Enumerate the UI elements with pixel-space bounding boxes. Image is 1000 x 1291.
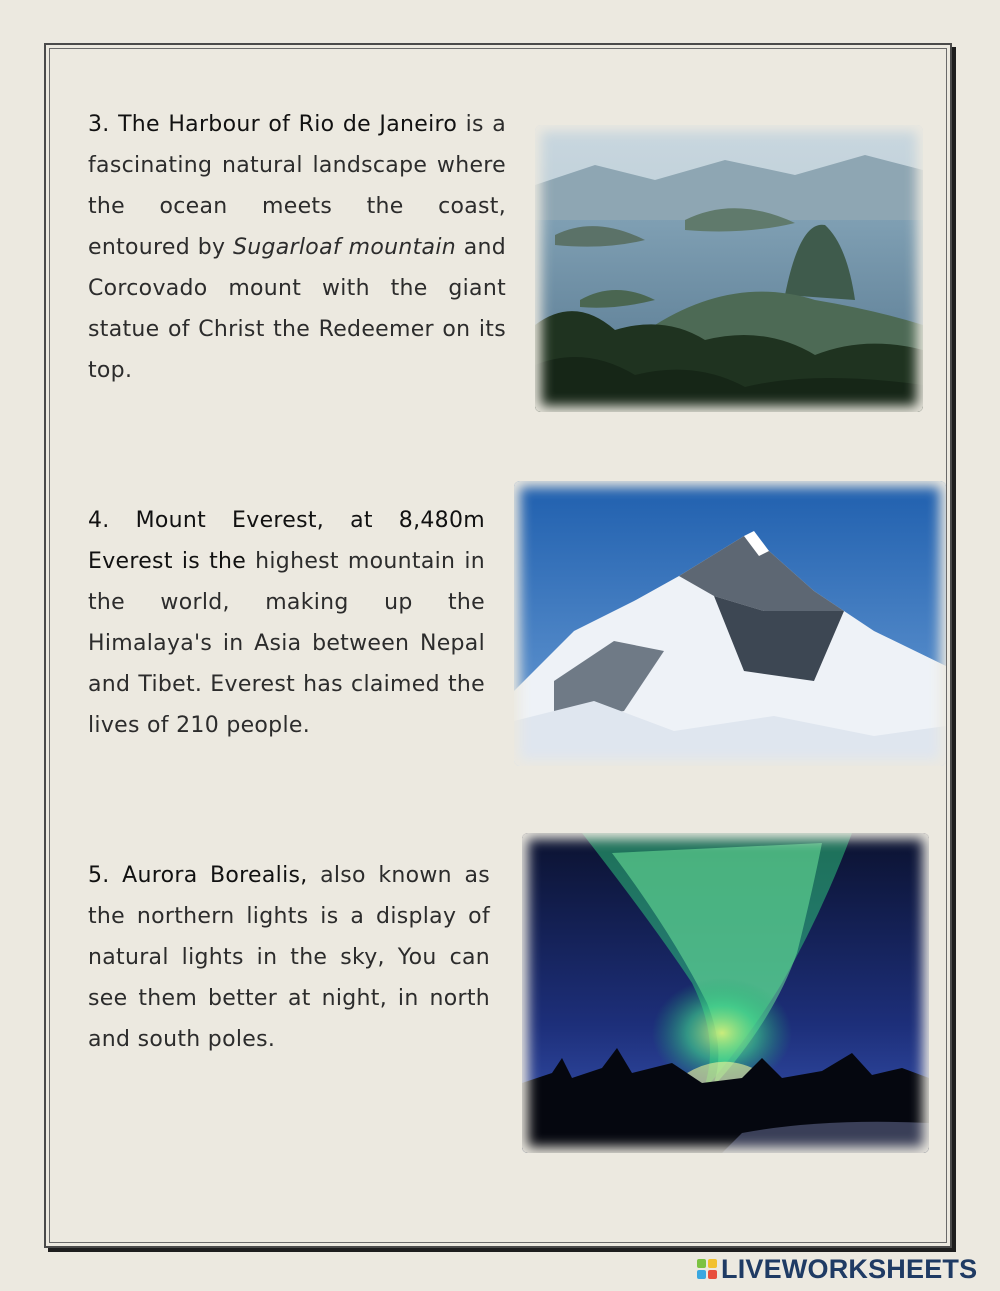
entry-number: 5. (88, 863, 110, 888)
entry-body-end: and Corcovado mount with the giant statue of Christ the Redeemer on its top. (88, 235, 506, 383)
entry-body: also known as the northern lights is a display of natural lights in the sky, You can see them better at night, in north and south poles. (88, 863, 491, 1052)
entry-body: is a fascinating natural landscape where the ocean meets the coast, entoured by (88, 112, 507, 260)
entry-body: highest mountain in the world, making up the Himalaya's in Asia between Nepal and Tibet. Everest has claimed the lives of 210 people. (88, 549, 485, 738)
entry-everest-text (88, 500, 485, 746)
entry-title: Mount Everest, at 8,480m Everest is the (88, 508, 485, 574)
liveworksheets-brand[interactable] (697, 1253, 977, 1285)
entry-italic-mountain: mountain (348, 235, 456, 260)
entry-aurora-text (88, 855, 490, 1060)
rio-harbour-photo (535, 125, 923, 412)
mount-everest-photo (514, 481, 946, 766)
entry-number: 4. (88, 508, 110, 533)
entry-italic-sugarloaf: Sugarloaf (233, 235, 341, 260)
liveworksheets-wordmark: LIVEWORKSHEETS (721, 1253, 978, 1284)
aurora-borealis-photo (522, 833, 929, 1153)
entry-number: 3. (88, 112, 110, 137)
liveworksheets-logo-icon (697, 1259, 717, 1279)
entry-rio-text (88, 104, 506, 391)
entry-title: The Harbour of Rio de Janeiro (118, 112, 458, 137)
entry-title: Aurora Borealis, (122, 863, 308, 888)
